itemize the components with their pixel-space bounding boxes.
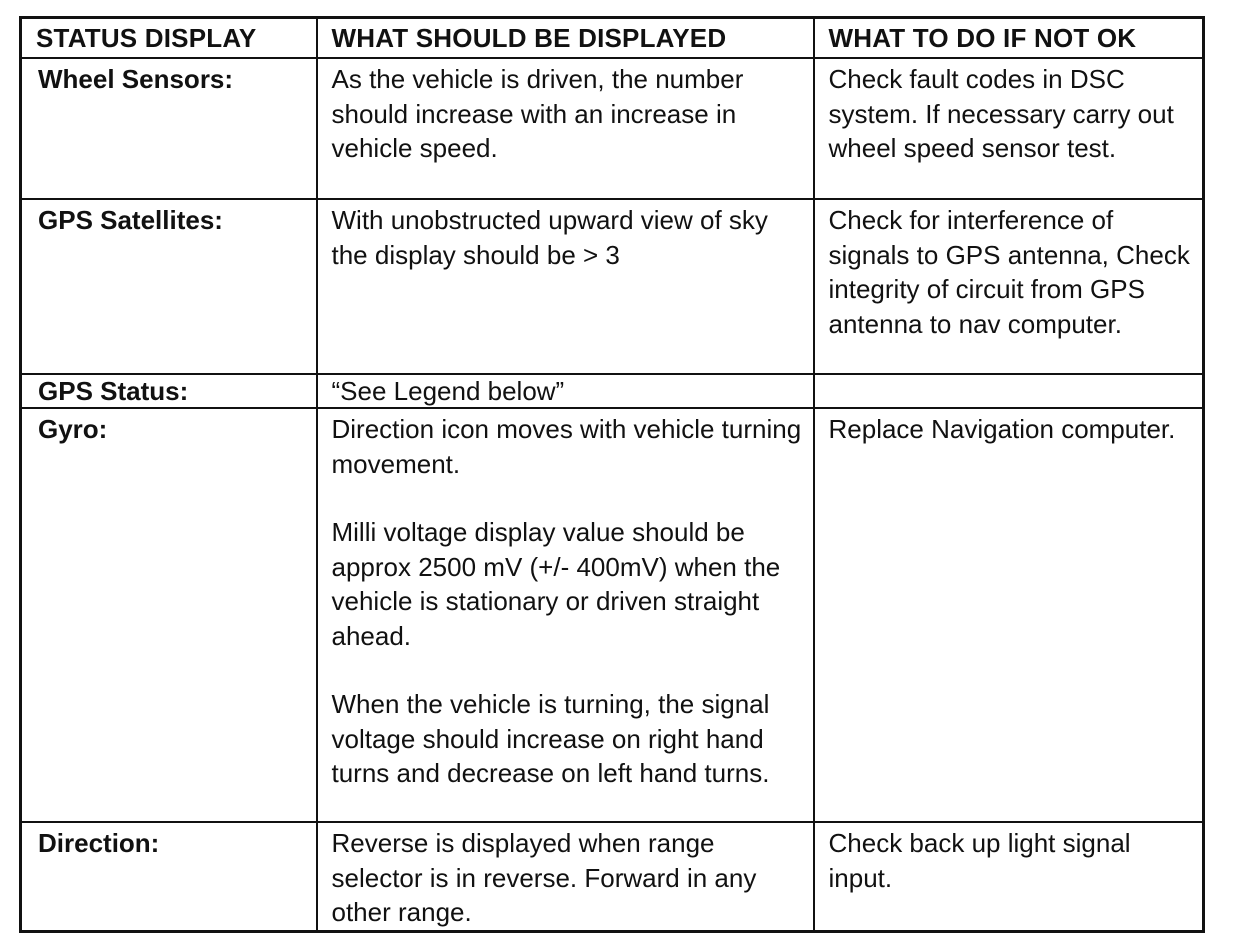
header-what-to-do-if-not-ok: WHAT TO DO IF NOT OK [814, 18, 1204, 59]
display-paragraph: With unobstructed upward view of sky the display should be > 3 [331, 205, 768, 270]
row-label: Gyro: [21, 408, 317, 822]
row-display [317, 374, 814, 408]
display-paragraph: As the vehicle is driven, the number should increase with an increase in vehicle speed. [331, 64, 744, 163]
display-paragraph: “See Legend below” [331, 376, 565, 406]
status-display-table [19, 16, 1205, 933]
row-action: Replace Navigation computer. [814, 408, 1204, 822]
row-label: GPS Status: [21, 374, 317, 408]
row-display [317, 822, 814, 932]
row-display [317, 408, 814, 822]
header-status-display: STATUS DISPLAY [21, 18, 317, 59]
row-label: Direction: [21, 822, 317, 932]
display-paragraph: Direction icon moves with vehicle turning movement. [331, 414, 802, 479]
table-row-direction [21, 822, 1204, 932]
display-paragraph: Reverse is displayed when range selector is in reverse. Forward in any other range. [331, 828, 757, 927]
row-action: Check fault codes in DSC system. If necessary carry out wheel speed sensor test. [814, 58, 1204, 199]
row-action: Check for interference of signals to GPS antenna, Check integrity of circuit from GPS antenna to nav computer. [814, 199, 1204, 374]
row-display [317, 199, 814, 374]
row-display [317, 58, 814, 199]
table-row-gps-status [21, 374, 1204, 408]
table-row-gps-satellites [21, 199, 1204, 374]
display-paragraph: Milli voltage display value should be approx 2500 mV (+/- 400mV) when the vehicle is stationary or driven straight ahead. [331, 517, 781, 651]
row-label: Wheel Sensors: [21, 58, 317, 199]
display-paragraph: When the vehicle is turning, the signal voltage should increase on right hand turns and decrease on left hand turns. [331, 689, 770, 788]
row-action [814, 374, 1204, 408]
table-row-gyro [21, 408, 1204, 822]
header-what-should-be-displayed: WHAT SHOULD BE DISPLAYED [317, 18, 814, 59]
table-header-row [21, 18, 1204, 59]
table-row-wheel-sensors [21, 58, 1204, 199]
row-action: Check back up light signal input. [814, 822, 1204, 932]
row-label: GPS Satellites: [21, 199, 317, 374]
